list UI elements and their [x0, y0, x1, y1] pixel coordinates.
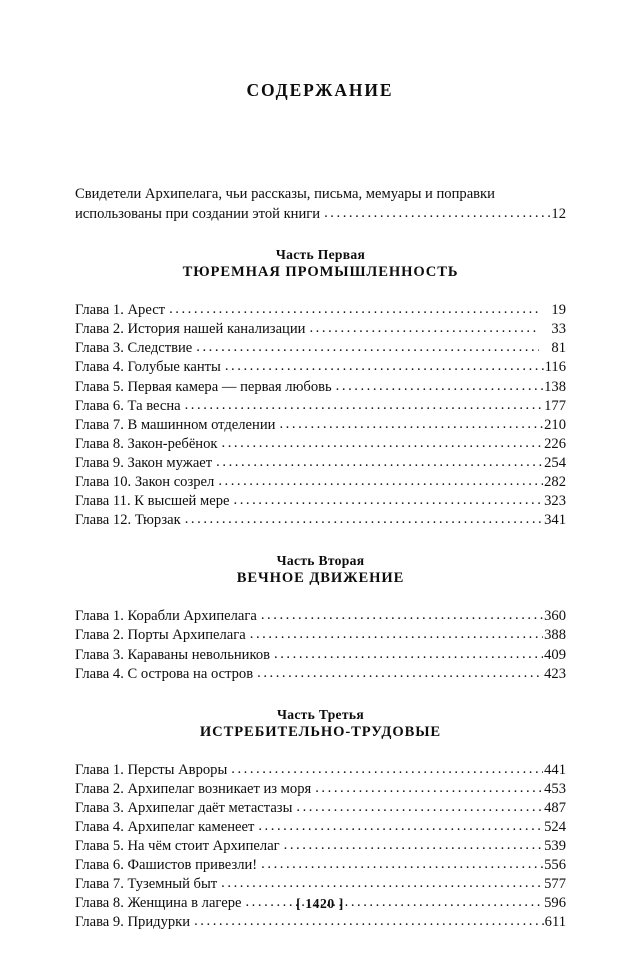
toc-entry-page-number: 487 — [544, 799, 566, 816]
toc-entry[interactable] — [75, 358, 566, 377]
dot-leader — [315, 779, 543, 798]
toc-entry-page-number: 210 — [544, 416, 566, 433]
dot-leader — [261, 606, 543, 625]
toc-entry-page-number: 254 — [544, 454, 566, 471]
toc-entry-page-number: 341 — [544, 512, 566, 529]
toc-entry-label: Глава 12. Тюрзак — [75, 512, 181, 529]
toc-entry-page-number: 360 — [544, 608, 566, 625]
toc-entry-label: Глава 9. Придурки — [75, 914, 191, 931]
dot-leader — [258, 817, 543, 836]
toc-entry-label: Глава 4. С острова на остров — [75, 665, 254, 682]
toc-entry-label: Глава 3. Следствие — [75, 340, 193, 357]
toc-entry-page-number: 611 — [544, 914, 566, 931]
folio-page-number: [ 1420 ] — [296, 896, 344, 911]
part-number: Часть Первая — [275, 247, 366, 263]
toc-entry[interactable] — [75, 761, 566, 780]
toc-entry-label: Глава 6. Фашистов привезли! — [75, 857, 258, 874]
dot-leader — [257, 664, 543, 683]
dot-leader — [185, 396, 544, 415]
toc-entry[interactable] — [75, 454, 566, 473]
dot-leader — [279, 415, 543, 434]
dot-leader — [324, 204, 550, 224]
part-title: ИСТРЕБИТЕЛЬНО-ТРУДОВЫЕ — [199, 723, 442, 740]
toc-entry[interactable] — [75, 301, 566, 320]
intro-line-2-text: использованы при создании этой книги — [75, 205, 321, 222]
intro-line-2 — [75, 205, 566, 225]
dot-leader — [250, 625, 543, 644]
toc-entry-label: Глава 8. Закон-ребёнок — [75, 435, 218, 452]
part-spacer — [75, 587, 566, 607]
toc-entry[interactable] — [75, 665, 566, 684]
dot-leader — [196, 338, 539, 357]
toc-entry[interactable] — [75, 799, 566, 818]
toc-entry[interactable] — [75, 320, 566, 339]
toc-entry-page-number: 556 — [544, 857, 566, 874]
toc-entry-label: Глава 1. Корабли Архипелага — [75, 608, 257, 625]
toc-entry[interactable] — [75, 378, 566, 397]
part-title: ВЕЧНОЕ ДВИЖЕНИЕ — [236, 570, 405, 587]
part-number: Часть Третья — [276, 706, 365, 722]
toc-entry[interactable] — [75, 780, 566, 799]
dot-leader — [218, 472, 543, 491]
toc-entry-page-number: 388 — [544, 627, 566, 644]
toc-entry-label: Глава 5. Первая камера — первая любовь — [75, 378, 332, 395]
intro-entry — [75, 185, 566, 224]
part-title: ТЮРЕМНАЯ ПРОМЫШЛЕННОСТЬ — [182, 264, 459, 281]
dot-leader — [225, 357, 544, 376]
toc-entry-label: Глава 11. К высшей мере — [75, 493, 230, 510]
dot-leader — [222, 434, 544, 453]
toc-entry-label: Глава 2. Порты Архипелага — [75, 627, 246, 644]
toc-entry-page-number: 539 — [544, 838, 566, 855]
toc-entry-label: Глава 10. Закон созрел — [75, 474, 215, 491]
toc-entry-label: Глава 1. Персты Авроры — [75, 761, 228, 778]
dot-leader — [194, 912, 544, 931]
toc-entry[interactable] — [75, 416, 566, 435]
toc-entry-label: Глава 6. Та весна — [75, 397, 181, 414]
part-heading — [75, 246, 566, 281]
toc-entry-page-number: 409 — [544, 646, 566, 663]
toc-entry[interactable] — [75, 913, 566, 932]
intro-line-1: Свидетели Архипелага, чьи рассказы, письма, мемуары и поправки — [75, 186, 495, 202]
dot-leader — [336, 377, 543, 396]
toc-entry-page-number: 282 — [544, 474, 566, 491]
toc-entry[interactable] — [75, 435, 566, 454]
toc-entry[interactable] — [75, 837, 566, 856]
toc-entry[interactable] — [75, 875, 566, 894]
table-of-contents — [75, 185, 566, 933]
toc-entry-label: Глава 7. Туземный быт — [75, 876, 218, 893]
toc-entry-label: Глава 8. Женщина в лагере — [75, 895, 242, 912]
dot-leader — [185, 510, 543, 529]
toc-entry-page-number: 596 — [544, 895, 566, 912]
toc-entry[interactable] — [75, 607, 566, 626]
dot-leader — [221, 874, 543, 893]
dot-leader — [169, 300, 539, 319]
dot-leader — [261, 855, 543, 874]
toc-entry-page-number: 453 — [544, 780, 566, 797]
toc-entry-label: Глава 9. Закон мужает — [75, 454, 213, 471]
toc-entry-page-number: 33 — [551, 321, 566, 338]
dot-leader — [234, 491, 544, 510]
part-spacer — [75, 530, 566, 552]
dot-leader — [216, 453, 543, 472]
toc-entry[interactable] — [75, 397, 566, 416]
part-spacer — [75, 281, 566, 301]
parts-list — [75, 224, 566, 932]
toc-entry[interactable] — [75, 646, 566, 665]
toc-entry-label: Глава 2. Архипелаг возникает из моря — [75, 780, 312, 797]
toc-entry-page-number: 323 — [544, 493, 566, 510]
toc-entry[interactable] — [75, 856, 566, 875]
toc-entry-page-number: 19 — [551, 302, 566, 319]
toc-entry-label: Глава 5. На чём стоит Архипелаг — [75, 838, 280, 855]
toc-entry[interactable] — [75, 818, 566, 837]
toc-entry[interactable] — [75, 473, 566, 492]
dot-leader — [284, 836, 543, 855]
toc-entry-page-number: 138 — [544, 378, 566, 395]
part-spacer — [75, 224, 566, 246]
toc-entry[interactable] — [75, 492, 566, 511]
toc-entry-page-number: 81 — [551, 340, 566, 357]
toc-entry-label: Глава 2. История нашей канализации — [75, 321, 306, 338]
toc-entry-page-number: 116 — [544, 359, 566, 376]
toc-entry-label: Глава 3. Караваны невольников — [75, 646, 271, 663]
toc-entry-page-number: 226 — [544, 435, 566, 452]
toc-entry-label: Глава 1. Арест — [75, 302, 166, 319]
toc-entry-label: Глава 4. Архипелаг каменеет — [75, 818, 255, 835]
dot-leader — [309, 319, 539, 338]
dot-leader — [231, 760, 543, 779]
part-number: Часть Вторая — [276, 553, 365, 569]
part-heading — [75, 552, 566, 587]
toc-entry-page-number: 177 — [544, 397, 566, 414]
toc-entry[interactable] — [75, 511, 566, 530]
toc-entry-label: Глава 7. В машинном отделении — [75, 416, 276, 433]
toc-entry-page-number: 423 — [544, 665, 566, 682]
intro-page-number: 12 — [551, 205, 566, 222]
toc-entry-label: Глава 3. Архипелаг даёт метастазы — [75, 799, 293, 816]
toc-entry[interactable] — [75, 339, 566, 358]
dot-leader — [274, 645, 543, 664]
part-spacer — [75, 684, 566, 706]
dot-leader — [296, 798, 543, 817]
page-title: СОДЕРЖАНИЕ — [246, 80, 394, 100]
toc-entry-label: Глава 4. Голубые канты — [75, 359, 221, 376]
toc-entry-page-number: 441 — [544, 761, 566, 778]
toc-entry-page-number: 577 — [544, 876, 566, 893]
toc-entry[interactable] — [75, 626, 566, 645]
toc-entry-page-number: 524 — [544, 818, 566, 835]
part-heading — [75, 706, 566, 741]
part-spacer — [75, 741, 566, 761]
